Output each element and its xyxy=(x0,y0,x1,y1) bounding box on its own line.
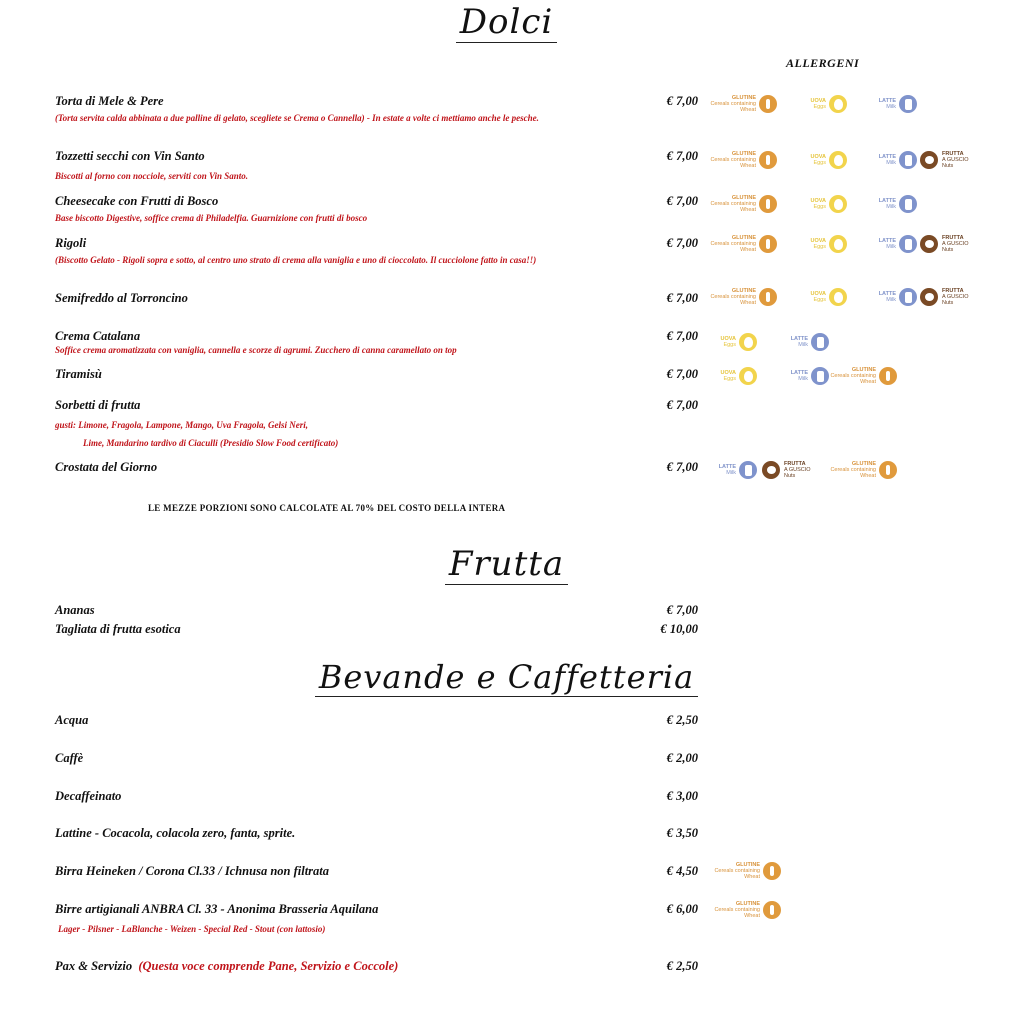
menu-item-name: Lattine - Cocacola, colacola zero, fanta, sprite. xyxy=(55,826,296,840)
allergen-label: GLUTINE Cereals containing Wheat xyxy=(710,195,756,213)
allergen-label: LATTE Milk xyxy=(718,464,736,476)
allergen-latte xyxy=(762,330,829,354)
menu-item-price: € 7,00 xyxy=(666,236,698,250)
menu-item-name: Tagliata di frutta esotica xyxy=(55,622,181,636)
menu-item-name: Acqua xyxy=(55,713,89,727)
menu-item-price: € 7,00 xyxy=(666,149,698,163)
allergen-glutine xyxy=(830,458,897,482)
allergen-label: LATTE Milk xyxy=(878,291,896,303)
allergen-label: GLUTINE Cereals containing Wheat xyxy=(830,461,876,479)
menu-item-name: Birre artigianali ANBRA Cl. 33 - Anonima Brasseria Aquilana xyxy=(55,902,379,916)
menu-item-price: € 6,00 xyxy=(666,902,698,916)
uova-allergen-icon xyxy=(829,151,847,169)
menu-item-price: € 3,50 xyxy=(666,826,698,840)
allergen-label: GLUTINE Cereals containing Wheat xyxy=(710,151,756,169)
menu-item-name: Sorbetti di frutta xyxy=(55,398,141,412)
allergen-label: FRUTTA A GUSCIO Nuts xyxy=(942,288,969,306)
menu-item-name: Birra Heineken / Corona Cl.33 / Ichnusa non filtrata xyxy=(55,864,330,878)
glutine-allergen-icon xyxy=(879,461,897,479)
menu-item-name: Decaffeinato xyxy=(55,789,122,803)
menu-item-name: Tozzetti secchi con Vin Santo xyxy=(55,149,205,163)
menu-item-name: Pax & Servizio (Questa voce comprende Pane, Servizio e Coccole) xyxy=(55,959,399,973)
menu-item-name: Torta di Mele & Pere xyxy=(55,94,164,108)
menu-item-price: € 7,00 xyxy=(666,194,698,208)
glutine-allergen-icon xyxy=(759,95,777,113)
allergen-latte xyxy=(850,285,917,309)
allergen-label: UOVA Eggs xyxy=(810,154,826,166)
frutta-allergen-icon xyxy=(920,288,938,306)
allergen-label: FRUTTA A GUSCIO Nuts xyxy=(942,235,969,253)
glutine-allergen-icon xyxy=(763,862,781,880)
allergen-label: LATTE Milk xyxy=(878,198,896,210)
allergen-glutine xyxy=(714,898,781,922)
allergen-uova xyxy=(690,364,757,388)
allergen-latte xyxy=(850,192,917,216)
menu-item-price: € 7,00 xyxy=(666,94,698,108)
half-portion-note: LE MEZZE PORZIONI SONO CALCOLATE AL 70% DEL COSTO DELLA INTERA xyxy=(148,503,506,513)
allergen-label: GLUTINE Cereals containing Wheat xyxy=(830,367,876,385)
allergen-glutine xyxy=(714,859,781,883)
menu-item-name: Cheesecake con Frutti di Bosco xyxy=(55,194,219,208)
allergen-glutine xyxy=(830,364,897,388)
latte-allergen-icon xyxy=(899,151,917,169)
allergen-latte xyxy=(690,458,757,482)
allergen-frutta xyxy=(920,285,982,309)
allergen-uova xyxy=(780,192,847,216)
menu-item-price: € 2,50 xyxy=(666,713,698,727)
allergen-latte xyxy=(850,232,917,256)
menu-item-price: € 10,00 xyxy=(660,622,698,636)
menu-item-price: € 7,00 xyxy=(666,329,698,343)
uova-allergen-icon xyxy=(739,333,757,351)
frutta-allergen-icon xyxy=(920,235,938,253)
allergen-label: UOVA Eggs xyxy=(810,291,826,303)
allergen-label: GLUTINE Cereals containing Wheat xyxy=(710,95,756,113)
menu-item-description: gusti: Limone, Fragola, Lampone, Mango, Uva Fragola, Gelsi Neri, xyxy=(55,420,309,430)
glutine-allergen-icon xyxy=(759,151,777,169)
glutine-allergen-icon xyxy=(763,901,781,919)
allergen-glutine xyxy=(710,232,777,256)
allergen-uova xyxy=(780,232,847,256)
menu-item-description: (Biscotto Gelato - Rigoli sopra e sotto, al centro uno strato di crema alla vaniglia e uno di cioccolato. Il cucciolone fatto in casa!!) xyxy=(55,255,537,265)
menu-item-name: Caffè xyxy=(55,751,84,765)
menu-item-price: € 7,00 xyxy=(666,367,698,381)
allergen-latte xyxy=(850,92,917,116)
allergen-uova xyxy=(690,330,757,354)
menu-item-description: Base biscotto Digestive, soffice crema di Philadelfia. Guarnizione con frutti di bosco xyxy=(55,213,368,223)
allergen-label: LATTE Milk xyxy=(790,370,808,382)
frutta-allergen-icon xyxy=(920,151,938,169)
allergen-label: LATTE Milk xyxy=(790,336,808,348)
allergen-latte xyxy=(762,364,829,388)
allergeni-header: ALLERGENI xyxy=(786,56,860,70)
glutine-allergen-icon xyxy=(879,367,897,385)
allergen-glutine xyxy=(710,92,777,116)
allergen-label: UOVA Eggs xyxy=(720,370,736,382)
allergen-label: GLUTINE Cereals containing Wheat xyxy=(714,901,760,919)
uova-allergen-icon xyxy=(739,367,757,385)
latte-allergen-icon xyxy=(899,195,917,213)
uova-allergen-icon xyxy=(829,195,847,213)
section-title-frutta: Frutta xyxy=(0,544,1013,584)
allergen-glutine xyxy=(710,192,777,216)
menu-item-price: € 7,00 xyxy=(666,398,698,412)
section-title-dolci: Dolci xyxy=(0,2,1013,42)
menu-item-price: € 2,50 xyxy=(666,959,698,973)
menu-item-name: Crostata del Giorno xyxy=(55,460,158,474)
menu-item-description: Lime, Mandarino tardivo di Ciaculli (Presidio Slow Food certificato) xyxy=(83,438,339,448)
uova-allergen-icon xyxy=(829,235,847,253)
allergen-label: LATTE Milk xyxy=(878,154,896,166)
allergen-uova xyxy=(780,285,847,309)
allergen-frutta xyxy=(920,232,982,256)
menu-item-description: Lager - Pilsner - LaBlanche - Weizen - Special Red - Stout (con lattosio) xyxy=(58,924,326,934)
allergen-frutta xyxy=(920,148,982,172)
menu-item-note: (Questa voce comprende Pane, Servizio e Coccole) xyxy=(138,959,399,973)
glutine-allergen-icon xyxy=(759,235,777,253)
latte-allergen-icon xyxy=(811,367,829,385)
latte-allergen-icon xyxy=(899,235,917,253)
allergen-label: GLUTINE Cereals containing Wheat xyxy=(710,235,756,253)
section-title-bevande: Bevande e Caffetteria xyxy=(0,658,1013,696)
allergen-label: GLUTINE Cereals containing Wheat xyxy=(710,288,756,306)
menu-item-name: Ananas xyxy=(55,603,95,617)
menu-item-price: € 2,00 xyxy=(666,751,698,765)
allergen-label: FRUTTA A GUSCIO Nuts xyxy=(784,461,811,479)
latte-allergen-icon xyxy=(739,461,757,479)
allergen-glutine xyxy=(710,148,777,172)
latte-allergen-icon xyxy=(899,288,917,306)
menu-item-description: (Torta servita calda abbinata a due palline di gelato, scegliete se Crema o Cannella) - In estate a volte ci mettiamo anche le pesche. xyxy=(55,113,539,123)
allergen-label: LATTE Milk xyxy=(878,238,896,250)
allergen-uova xyxy=(780,92,847,116)
menu-item-description: Soffice crema aromatizzata con vaniglia, cannella e scorze di agrumi. Zucchero di canna caramellato on top xyxy=(55,345,457,355)
allergen-uova xyxy=(780,148,847,172)
uova-allergen-icon xyxy=(829,95,847,113)
latte-allergen-icon xyxy=(811,333,829,351)
menu-item-name: Tiramisù xyxy=(55,367,102,381)
glutine-allergen-icon xyxy=(759,288,777,306)
menu-item-price: € 3,00 xyxy=(666,789,698,803)
menu-item-price: € 7,00 xyxy=(666,460,698,474)
allergen-label: UOVA Eggs xyxy=(810,98,826,110)
uova-allergen-icon xyxy=(829,288,847,306)
menu-item-price: € 7,00 xyxy=(666,603,698,617)
allergen-label: LATTE Milk xyxy=(878,98,896,110)
allergen-label: UOVA Eggs xyxy=(810,238,826,250)
menu-item-name: Semifreddo al Torroncino xyxy=(55,291,188,305)
menu-item-description: Biscotti al forno con nocciole, serviti con Vin Santo. xyxy=(55,171,249,181)
menu-item-name: Crema Catalana xyxy=(55,329,141,343)
menu-item-name: Rigoli xyxy=(55,236,87,250)
menu-item-price: € 4,50 xyxy=(666,864,698,878)
frutta-allergen-icon xyxy=(762,461,780,479)
allergen-label: GLUTINE Cereals containing Wheat xyxy=(714,862,760,880)
allergen-frutta xyxy=(762,458,824,482)
glutine-allergen-icon xyxy=(759,195,777,213)
allergen-label: UOVA Eggs xyxy=(810,198,826,210)
menu-item-price: € 7,00 xyxy=(666,291,698,305)
allergen-label: UOVA Eggs xyxy=(720,336,736,348)
latte-allergen-icon xyxy=(899,95,917,113)
allergen-glutine xyxy=(710,285,777,309)
allergen-label: FRUTTA A GUSCIO Nuts xyxy=(942,151,969,169)
allergen-latte xyxy=(850,148,917,172)
